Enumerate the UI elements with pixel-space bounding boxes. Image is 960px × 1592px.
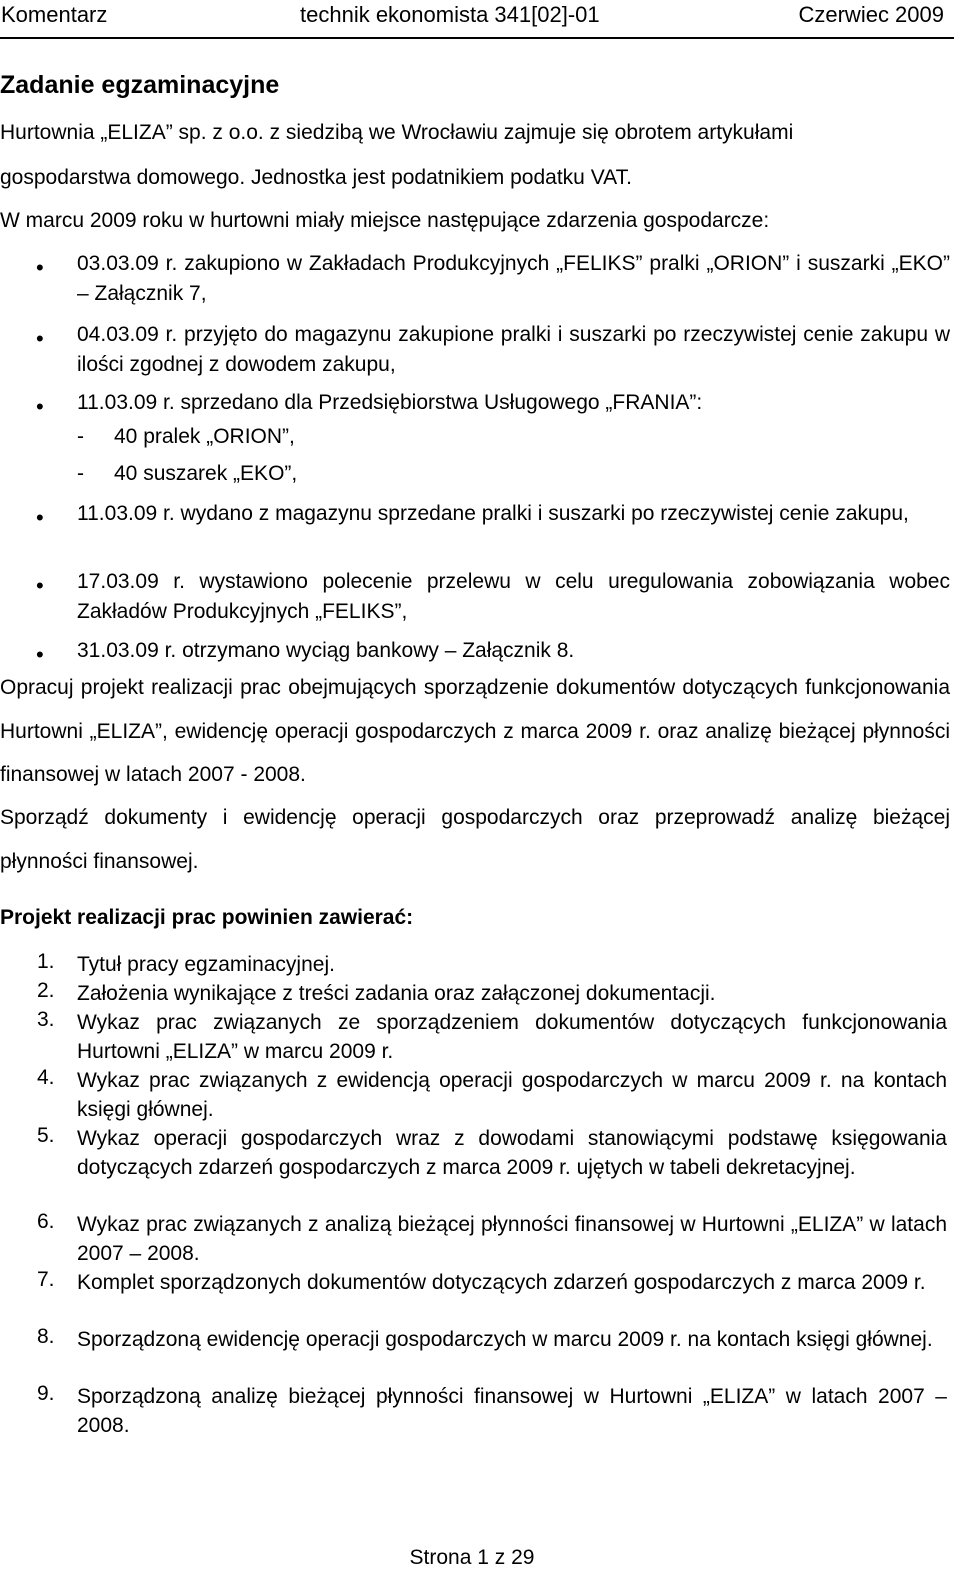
list-item: Założenia wynikające z treści zadania oraz załączonej dokumentacji. xyxy=(77,982,716,1005)
list-item: Wykaz prac związanych ze sporządzeniem dokumentów dotyczących funkcjonowania Hurtowni „ELIZA” w marcu 2009 r. xyxy=(77,1011,947,1063)
list-number: 3. xyxy=(37,1008,55,1031)
list-number: 1. xyxy=(37,950,55,973)
list-item: Komplet sporządzonych dokumentów dotyczących zdarzeń gospodarczych z marca 2009 r. xyxy=(77,1271,926,1294)
sale-item-text: 40 pralek „ORION”, xyxy=(114,425,295,448)
list-item: Wykaz prac związanych z analizą bieżącej płynności finansowej w Hurtowni „ELIZA” w latach 2007 – 2008. xyxy=(77,1213,947,1265)
list-number: 6. xyxy=(37,1210,55,1233)
bullet-icon xyxy=(36,649,48,661)
dash-marker: - xyxy=(77,462,84,485)
list-item: Sporządzoną analizę bieżącej płynności finansowej w Hurtowni „ELIZA” w latach 2007 – 2008. xyxy=(77,1385,947,1437)
task-paragraph: Opracuj projekt realizacji prac obejmujących sporządzenie dokumentów dotyczących funkcjonowania Hurtowni „ELIZA”, ewidencję operacji gospodarczych z marca 2009 r. oraz analizę bieżącej płynności finansowej w latach 2007 - 2008. xyxy=(0,676,950,786)
intro-line-1: Hurtownia „ELIZA” sp. z o.o. z siedzibą we Wrocławiu zajmuje się obrotem artykułami xyxy=(0,121,794,144)
event-item: 17.03.09 r. wystawiono polecenie przelewu w celu uregulowania zobowiązania wobec Zakładów Produkcyjnych „FELIKS”, xyxy=(77,570,950,623)
intro-line-2: gospodarstwa domowego. Jednostka jest podatnikiem podatku VAT. xyxy=(0,166,632,189)
intro-line-3: W marcu 2009 roku w hurtowni miały miejsce następujące zdarzenia gospodarcze: xyxy=(0,209,770,232)
header-right: Czerwiec 2009 xyxy=(798,2,944,27)
bullet-icon xyxy=(36,333,48,345)
bullet-icon xyxy=(36,580,48,592)
list-item: Wykaz operacji gospodarczych wraz z dowodami stanowiącymi podstawę księgowania dotyczących zdarzeń gospodarczych z marca 2009 r. ujętych w tabeli dekretacyjnej. xyxy=(77,1127,947,1179)
header-divider xyxy=(0,37,954,39)
list-item: Tytuł pracy egzaminacyjnej. xyxy=(77,953,335,976)
list-number: 7. xyxy=(37,1268,55,1291)
list-number: 9. xyxy=(37,1382,55,1405)
list-item: Wykaz prac związanych z ewidencją operacji gospodarczych w marcu 2009 r. na kontach księgi głównej. xyxy=(77,1069,947,1121)
event-item: 03.03.09 r. zakupiono w Zakładach Produkcyjnych „FELIKS” pralki „ORION” i suszarki „EKO” – Załącznik 7, xyxy=(77,252,950,305)
list-number: 8. xyxy=(37,1325,55,1348)
event-item: 11.03.09 r. sprzedano dla Przedsiębiorstwa Usługowego „FRANIA”: xyxy=(77,391,703,414)
event-item: 31.03.09 r. otrzymano wyciąg bankowy – Załącznik 8. xyxy=(77,639,575,662)
event-item: 04.03.09 r. przyjęto do magazynu zakupione pralki i suszarki po rzeczywistej cenie zakupu w ilości zgodnej z dowodem zakupu, xyxy=(77,323,950,376)
header-left: Komentarz xyxy=(1,2,108,27)
instruction-paragraph: Sporządź dokumenty i ewidencję operacji gospodarczych oraz przeprowadź analizę bieżącej płynności finansowej. xyxy=(0,806,950,873)
event-item: 11.03.09 r. wydano z magazynu sprzedane pralki i suszarki po rzeczywistej cenie zakupu, xyxy=(77,502,909,525)
bullet-icon xyxy=(36,401,48,413)
header-center: technik ekonomista 341[02]-01 xyxy=(300,2,600,27)
list-item: Sporządzoną ewidencję operacji gospodarczych w marcu 2009 r. na kontach księgi głównej. xyxy=(77,1328,933,1351)
bullet-icon xyxy=(36,262,48,274)
list-number: 2. xyxy=(37,979,55,1002)
dash-marker: - xyxy=(77,425,84,448)
page-title: Zadanie egzaminacyjne xyxy=(0,71,280,99)
sale-item xyxy=(77,462,297,486)
sale-item xyxy=(77,425,295,449)
page-footer: Strona 1 z 29 xyxy=(409,1546,535,1569)
section-title: Projekt realizacji prac powinien zawierać: xyxy=(0,906,414,929)
list-number: 5. xyxy=(37,1124,55,1147)
sale-item-text: 40 suszarek „EKO”, xyxy=(114,462,298,485)
list-number: 4. xyxy=(37,1066,55,1089)
bullet-icon xyxy=(36,512,48,524)
